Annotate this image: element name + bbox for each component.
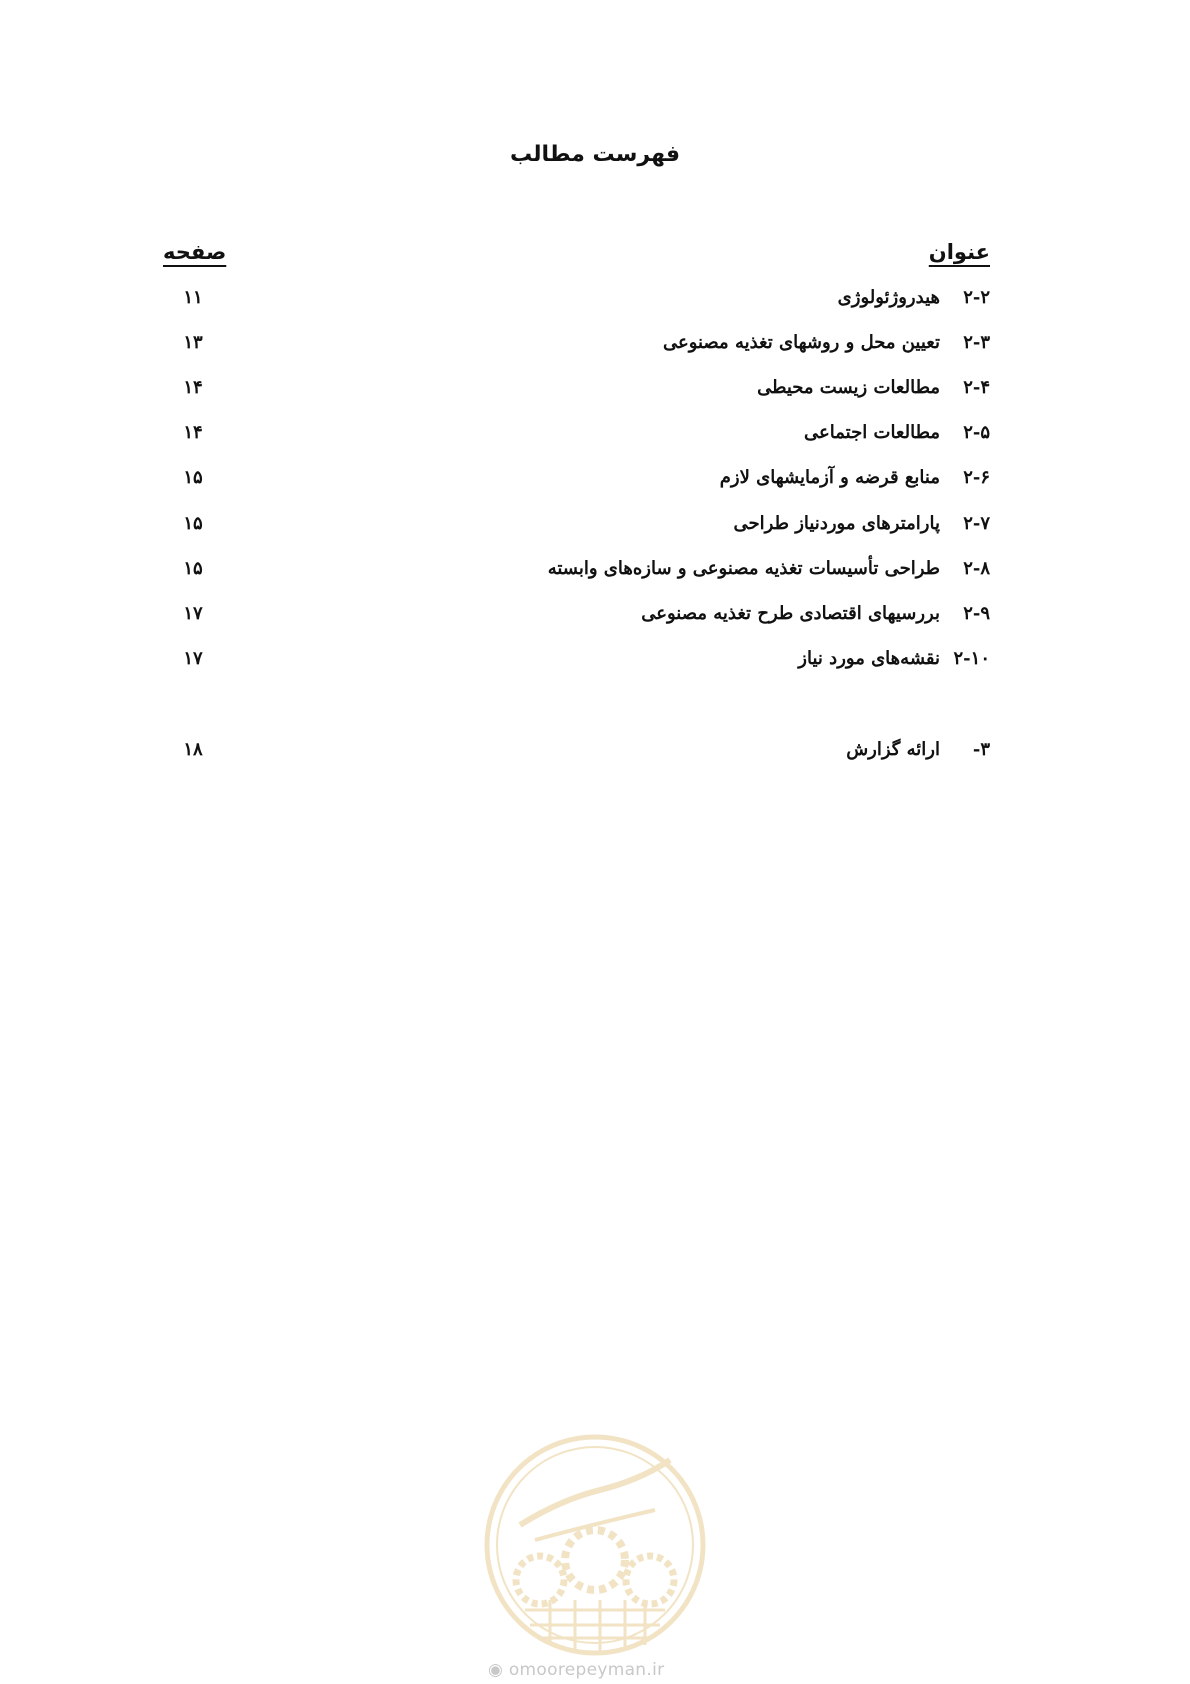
toc-entry[interactable] [0,422,1190,452]
entry-title: هیدروژئولوژی [837,287,940,308]
entry-title: مطالعات اجتماعی [804,422,940,443]
entry-title: بررسیهای اقتصادی طرح تغذیه مصنوعی [641,603,940,624]
entry-number: ۲-۱۰ [953,648,990,669]
entry-title: نقشه‌های مورد نیاز [798,648,940,669]
entry-page: ۱۷ [183,603,203,624]
toc-entry[interactable] [0,739,1190,769]
entry-number: ۲-۲ [963,287,990,308]
entry-page: ۱۵ [183,467,203,488]
entry-title: مطالعات زیست محیطی [757,377,940,398]
entry-page: ۱۵ [183,558,203,579]
entry-page: ۱۱ [183,287,203,308]
entry-title: منابع قرضه و آزمایشهای لازم [719,467,940,488]
toc-entry[interactable] [0,558,1190,588]
site-url: omoorepeyman.ir [508,1660,665,1680]
entry-number: ۳- [972,739,990,760]
toc-entry[interactable] [0,377,1190,407]
entry-number: ۲-۹ [963,603,990,624]
entry-page: ۱۴ [183,377,203,398]
entry-number: ۲-۷ [963,513,990,534]
toc-entry[interactable] [0,513,1190,543]
entry-title: پارامترهای موردنیاز طراحی [733,513,940,534]
page-title: فهرست مطالب [509,142,681,167]
page-column-header: صفحه [163,240,227,264]
watermark-site [488,1660,664,1680]
entry-number: ۲-۳ [963,332,990,353]
entry-number: ۲-۸ [963,558,990,579]
entry-title: تعیین محل و روشهای تغذیه مصنوعی [662,332,940,353]
watermark-logo [480,1430,710,1660]
entry-number: ۲-۵ [963,422,990,443]
toc-entry[interactable] [0,603,1190,633]
entry-title: ارائه گزارش [846,739,940,760]
entry-number: ۲-۶ [963,467,990,488]
entry-number: ۲-۴ [963,377,990,398]
toc-entry[interactable] [0,287,1190,317]
toc-entry[interactable] [0,467,1190,497]
entry-page: ۱۸ [183,739,203,760]
entry-page: ۱۷ [183,648,203,669]
globe-icon: ◉ [488,1660,504,1680]
entry-title: طراحی تأسیسات تغذیه مصنوعی و سازه‌های وابسته [547,558,940,579]
entry-page: ۱۵ [183,513,203,534]
entry-page: ۱۴ [183,422,203,443]
toc-entry[interactable] [0,332,1190,362]
toc-entry[interactable] [0,648,1190,678]
entry-page: ۱۳ [183,332,203,353]
title-column-header: عنوان [928,240,990,264]
